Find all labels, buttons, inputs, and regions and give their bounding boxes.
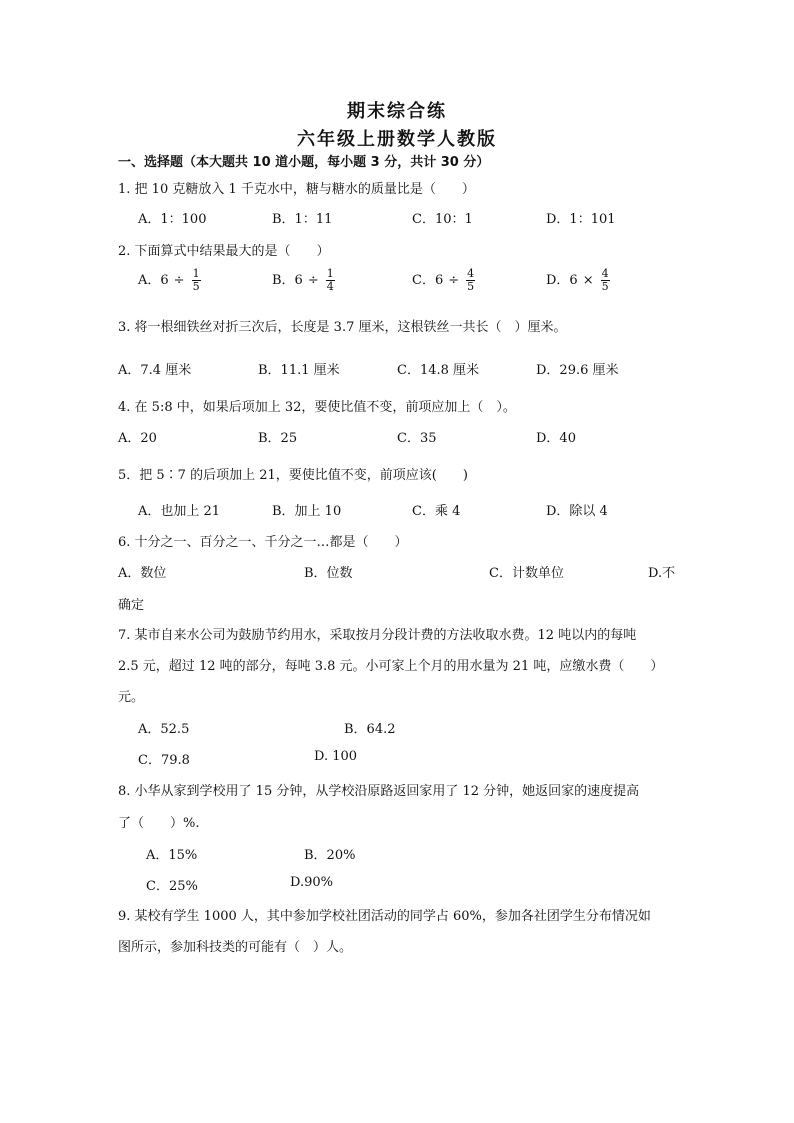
q4-option-d: D．40 (536, 431, 576, 446)
q4-option-a: A．20 (118, 431, 157, 446)
question-7-line-3: 元。 (118, 690, 145, 705)
q4-option-b: B．25 (258, 431, 298, 446)
q6-option-c: C．计数单位 (489, 566, 564, 581)
q8-option-c: C．25% (146, 879, 198, 894)
q5-option-a: A．也加上 21 (138, 504, 221, 519)
fraction: $\frac{1}{4}$ (326, 267, 334, 293)
question-1: 1. 把 10 克糖放入 1 千克水中，糖与糖水的质量比是（ ） (118, 182, 475, 197)
q3-option-a: A．7.4 厘米 (118, 363, 192, 378)
q6-option-a: A．数位 (118, 566, 167, 581)
q4-option-c: C．35 (397, 431, 437, 446)
q7-option-d: D. 100 (314, 749, 358, 764)
q7-option-c: C．79.8 (138, 753, 190, 768)
q7-option-a: A．52.5 (138, 722, 190, 737)
question-8-line-2: 了（ ）%. (118, 816, 200, 831)
question-9-line-2: 图所示，参加科技类的可能有（ ）人。 (118, 940, 353, 955)
q5-option-d: D．除以 4 (546, 504, 608, 519)
q8-option-d: D.90% (290, 875, 333, 890)
question-5: 5．把 5∶7 的后项加上 21，要使比值不变，前项应该( ) (118, 468, 468, 483)
question-9-line-1: 9. 某校有学生 1000 人，其中参加学校社团活动的同学占 60%，参加各社团学生分布情况如 (118, 909, 651, 924)
q1-option-d: D．1：101 (546, 212, 616, 227)
q6-option-d-wrap: 确定 (118, 598, 145, 613)
q1-option-c: C．10：1 (412, 212, 473, 227)
q2-option-d: D．6 × $\frac{4}{5}$ (546, 267, 609, 293)
fraction: $\frac{4}{5}$ (467, 267, 475, 293)
q8-option-a: A．15% (146, 848, 198, 863)
question-8-line-1: 8. 小华从家到学校用了 15 分钟，从学校沿原路返回家用了 12 分钟，她返回家的速度提高 (118, 784, 640, 799)
page-title: 期末综合练 (347, 101, 447, 122)
fraction: $\frac{4}{5}$ (601, 267, 609, 293)
q3-option-b: B．11.1 厘米 (258, 363, 340, 378)
q1-option-a: A．1：100 (138, 212, 207, 227)
q7-option-b: B．64.2 (344, 722, 396, 737)
q5-option-c: C．乘 4 (412, 504, 461, 519)
q3-option-c: C．14.8 厘米 (397, 363, 480, 378)
fraction: $\frac{1}{5}$ (192, 267, 200, 293)
q2-option-c: C．6 ÷ $\frac{4}{5}$ (412, 267, 475, 293)
question-3: 3. 将一根细铁丝对折三次后，长度是 3.7 厘米，这根铁丝一共长（ ）厘米。 (118, 320, 567, 335)
q1-option-b: B．1：11 (272, 212, 333, 227)
section-heading: 一、选择题（本大题共 10 道小题，每小题 3 分，共计 30 分） (118, 155, 490, 170)
q8-option-b: B．20% (304, 848, 356, 863)
question-4: 4. 在 5:8 中，如果后项加上 32，要使比值不变，前项应加上（ ）。 (118, 400, 516, 415)
question-2: 2. 下面算式中结果最大的是（ ） (118, 244, 330, 259)
question-6: 6. 十分之一、百分之一、千分之一…都是（ ） (118, 535, 408, 550)
question-7-line-2: 2.5 元，超过 12 吨的部分，每吨 3.8 元。小可家上个月的用水量为 21 吨，应缴水费（ ） (118, 659, 664, 674)
q6-option-d: D.不 (648, 566, 676, 581)
q2-option-b: B．6 ÷ $\frac{1}{4}$ (272, 267, 334, 293)
q5-option-b: B．加上 10 (272, 504, 342, 519)
q6-option-b: B．位数 (304, 566, 353, 581)
question-7-line-1: 7. 某市自来水公司为鼓励节约用水，采取按月分段计费的方法收取水费。12 吨以内的每吨 (118, 628, 637, 643)
q2-option-a: A．6 ÷ $\frac{1}{5}$ (138, 267, 200, 293)
q3-option-d: D．29.6 厘米 (536, 363, 619, 378)
page-subtitle: 六年级上册数学人教版 (297, 129, 497, 150)
